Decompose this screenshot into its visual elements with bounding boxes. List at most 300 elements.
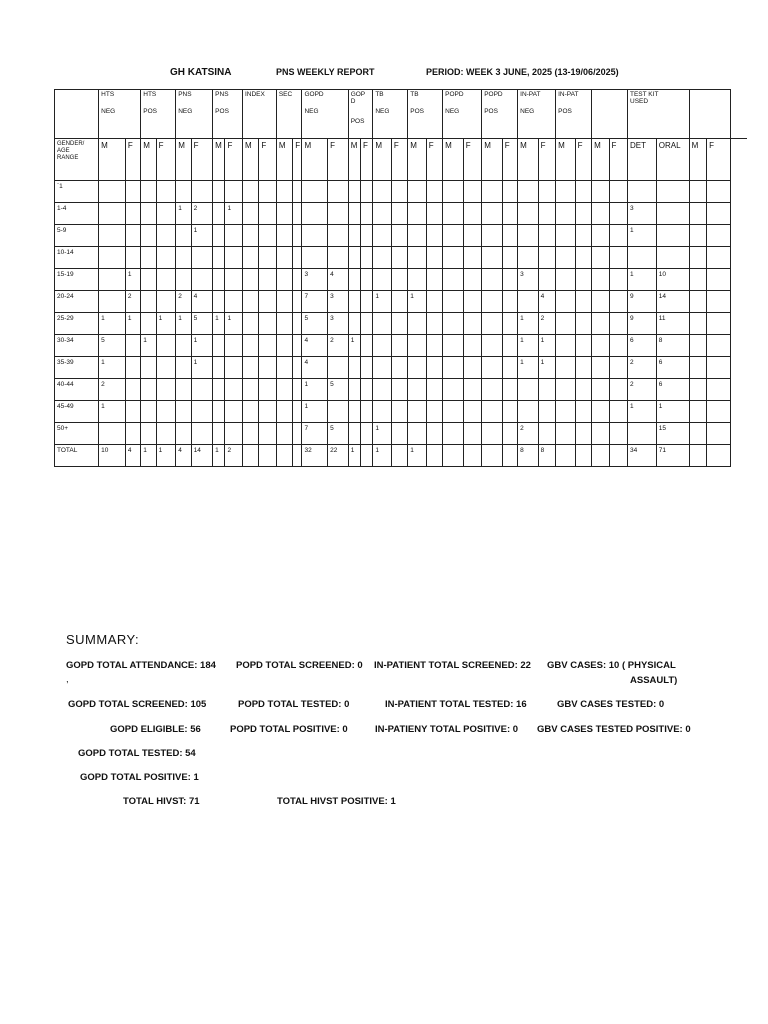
count-cell [99,291,126,313]
count-cell [156,357,176,379]
count-cell [575,401,591,423]
count-cell [502,181,517,203]
count-cell: 10 [99,445,126,467]
count-cell [592,203,609,225]
header-group-cell [99,90,141,139]
count-cell [592,335,609,357]
sex-column-header: F [191,139,213,181]
age-range-cell: 50+ [55,423,99,445]
count-cell: 1 [191,357,213,379]
header-group-sublabel: POS [350,117,365,125]
count-cell [361,357,373,379]
count-cell [156,291,176,313]
header-group-label: PNS [215,91,229,98]
gopd-eligible: GOPD ELIGIBLE: 56 [110,724,201,735]
count-cell [656,225,689,247]
count-cell: 1 [518,357,539,379]
count-cell [328,181,349,203]
count-cell [276,203,292,225]
count-cell [242,379,258,401]
count-cell [556,291,576,313]
count-cell [592,357,609,379]
count-cell [225,291,242,313]
count-cell: 11 [656,313,689,335]
count-cell [707,225,731,247]
count-cell [242,247,258,269]
count-cell: 2 [125,291,140,313]
sex-column-header: M [443,139,464,181]
count-cell [443,181,464,203]
header-group-sublabel: POS [484,108,498,116]
count-cell: 1 [191,225,213,247]
header-group-sublabel: NEG [375,108,390,116]
count-cell: 22 [328,445,349,467]
count-cell [408,247,426,269]
count-cell [575,445,591,467]
header-group-cell [689,90,730,139]
count-cell [628,181,657,203]
count-cell [373,247,391,269]
header-group-label: SEC [278,91,293,98]
count-cell [259,269,276,291]
age-range-cell: 35-39 [55,357,99,379]
header-group-sublabel: NEG [445,108,460,116]
table-row [55,313,731,335]
count-cell [259,401,276,423]
count-cell [575,357,591,379]
count-cell: 4 [328,269,349,291]
gopd-total-screened: GOPD TOTAL SCREENED: 105 [68,699,207,710]
count-cell [191,181,213,203]
count-cell [391,203,407,225]
count-cell: 1 [125,269,140,291]
count-cell [259,445,276,467]
count-cell [443,423,464,445]
sex-column-header: M [302,139,328,181]
count-cell [656,247,689,269]
count-cell [348,357,360,379]
count-cell: 9 [628,313,657,335]
count-cell: 1 [99,401,126,423]
header-group-cell [443,90,482,139]
count-cell [125,203,140,225]
count-cell [373,313,391,335]
table-edge-line [731,138,747,139]
count-cell [302,247,328,269]
count-cell [463,379,482,401]
count-cell [426,335,442,357]
count-cell [482,335,503,357]
count-cell [502,313,517,335]
count-cell [408,269,426,291]
count-cell: 1 [408,291,426,313]
count-cell [213,203,225,225]
count-cell [689,247,706,269]
popd-total-screened: POPD TOTAL SCREENED: 0 [236,660,363,671]
count-cell [443,291,464,313]
count-cell [391,335,407,357]
count-cell [443,247,464,269]
count-cell [502,225,517,247]
count-cell [408,225,426,247]
count-cell [518,291,539,313]
count-cell: 1 [628,225,657,247]
count-cell [628,423,657,445]
count-cell [426,423,442,445]
header-group-label: GOP D [350,91,366,106]
count-cell: 1 [99,357,126,379]
pns-weekly-report-table [54,89,731,467]
report-period: PERIOD: WEEK 3 JUNE, 2025 (13-19/06/2025) [426,67,619,77]
count-cell: 2 [99,379,126,401]
count-cell [176,225,191,247]
count-cell [293,401,302,423]
count-cell [538,423,555,445]
count-cell: 1 [373,423,391,445]
count-cell: 1 [628,269,657,291]
count-cell [656,181,689,203]
header-group-sublabel: NEG [520,108,535,116]
age-range-cell: TOTAL [55,445,99,467]
popd-total-tested: POPD TOTAL TESTED: 0 [238,699,350,710]
count-cell [609,269,627,291]
count-cell: 1 [156,445,176,467]
age-range-cell: 30-34 [55,335,99,357]
count-cell [99,269,126,291]
count-cell [213,357,225,379]
header-group-cell [141,90,176,139]
header-group-sublabel: NEG [178,108,193,116]
count-cell: 4 [302,335,328,357]
count-cell [575,225,591,247]
count-cell [242,445,258,467]
count-cell [426,269,442,291]
count-cell [276,335,292,357]
count-cell [348,379,360,401]
count-cell: 5 [99,335,126,357]
sex-column-header: M [176,139,191,181]
count-cell [575,423,591,445]
table-row [55,203,731,225]
count-cell [502,401,517,423]
count-cell: 1 [99,313,126,335]
count-cell [538,203,555,225]
count-cell [276,423,292,445]
count-cell [259,357,276,379]
count-cell: 1 [538,357,555,379]
count-cell [408,423,426,445]
count-cell [443,335,464,357]
count-cell [592,247,609,269]
count-cell [707,181,731,203]
count-cell [191,247,213,269]
header-group-cell [592,90,628,139]
count-cell [348,203,360,225]
count-cell [556,445,576,467]
count-cell [391,225,407,247]
header-group-label: POPD [445,91,464,98]
count-cell [482,247,503,269]
count-cell [689,379,706,401]
count-cell [656,203,689,225]
count-cell: 8 [518,445,539,467]
count-cell: 1 [213,313,225,335]
sex-column-header: M [141,139,156,181]
count-cell [707,247,731,269]
count-cell [99,181,126,203]
count-cell [609,203,627,225]
count-cell [556,357,576,379]
count-cell: 4 [538,291,555,313]
table-row [55,379,731,401]
count-cell [518,203,539,225]
count-cell: 6 [656,379,689,401]
count-cell: 15 [656,423,689,445]
count-cell [391,291,407,313]
header-group-cell [556,90,592,139]
count-cell [176,335,191,357]
count-cell [426,291,442,313]
count-cell: 2 [628,357,657,379]
header-group-sublabel: POS [410,108,424,116]
count-cell [391,445,407,467]
sex-column-header: F [293,139,302,181]
count-cell [482,291,503,313]
header-row [55,90,731,139]
table-row [55,335,731,357]
count-cell: 1 [225,203,242,225]
count-cell [156,379,176,401]
count-cell [502,379,517,401]
count-cell [191,269,213,291]
count-cell [242,203,258,225]
count-cell [538,181,555,203]
count-cell [592,225,609,247]
count-cell [426,313,442,335]
popd-total-positive: POPD TOTAL POSITIVE: 0 [230,724,348,735]
count-cell: 5 [191,313,213,335]
count-cell [502,423,517,445]
count-cell [373,401,391,423]
count-cell [242,181,258,203]
count-cell [463,291,482,313]
count-cell [556,423,576,445]
count-cell [408,357,426,379]
count-cell [538,379,555,401]
count-cell [482,401,503,423]
count-cell [518,379,539,401]
sex-column-header: ORAL [656,139,689,181]
count-cell [213,225,225,247]
count-cell [348,313,360,335]
count-cell [502,291,517,313]
sex-column-header: F [125,139,140,181]
count-cell [293,225,302,247]
count-cell [463,203,482,225]
count-cell [373,335,391,357]
count-cell [293,181,302,203]
count-cell [276,401,292,423]
count-cell [99,203,126,225]
count-cell: 3 [328,291,349,313]
count-cell [176,401,191,423]
header-group-label: POPD [484,91,503,98]
count-cell [707,291,731,313]
inpatient-total-screened: IN-PATIENT TOTAL SCREENED: 22 [374,660,531,671]
age-range-cell: 40-44 [55,379,99,401]
count-cell [348,423,360,445]
inpatient-total-tested: IN-PATIENT TOTAL TESTED: 16 [385,699,527,710]
count-cell [463,423,482,445]
count-cell [689,423,706,445]
count-cell [141,401,156,423]
count-cell [213,379,225,401]
count-cell [176,423,191,445]
header-group-cell [276,90,302,139]
count-cell [556,269,576,291]
count-cell [176,247,191,269]
count-cell [463,247,482,269]
count-cell [707,401,731,423]
gopd-total-attendance: GOPD TOTAL ATTENDANCE: 184 [66,660,216,671]
count-cell: 7 [302,423,328,445]
hospital-name: GH KATSINA [170,67,232,78]
count-cell [156,401,176,423]
count-cell [373,269,391,291]
count-cell [361,401,373,423]
count-cell [259,379,276,401]
count-cell [592,379,609,401]
count-cell [592,181,609,203]
count-cell [213,335,225,357]
count-cell [609,401,627,423]
table-row [55,357,731,379]
count-cell [242,401,258,423]
count-cell [348,269,360,291]
count-cell [443,313,464,335]
count-cell [156,225,176,247]
count-cell [482,357,503,379]
count-cell [361,291,373,313]
count-cell [502,269,517,291]
sex-column-header: F [361,139,373,181]
count-cell [609,291,627,313]
count-cell [502,247,517,269]
count-cell [276,291,292,313]
count-cell [502,203,517,225]
count-cell [259,313,276,335]
count-cell: 3 [518,269,539,291]
count-cell [575,269,591,291]
count-cell [518,247,539,269]
count-cell [373,203,391,225]
sex-column-header: F [707,139,731,181]
count-cell [293,313,302,335]
count-cell [609,423,627,445]
count-cell: 2 [191,203,213,225]
table-row [55,401,731,423]
header-group-cell [55,90,99,139]
count-cell [556,379,576,401]
count-cell: 14 [191,445,213,467]
count-cell [538,225,555,247]
count-cell [463,225,482,247]
count-cell [213,181,225,203]
count-cell: 10 [656,269,689,291]
gbv-cases-tested-positive: GBV CASES TESTED POSITIVE: 0 [537,724,691,735]
count-cell [689,181,706,203]
count-cell [361,313,373,335]
count-cell [502,445,517,467]
count-cell [373,225,391,247]
count-cell [707,313,731,335]
age-range-cell: 15-19 [55,269,99,291]
count-cell: 1 [141,445,156,467]
count-cell: 1 [191,335,213,357]
count-cell [609,181,627,203]
header-group-label: INDEX [244,91,265,98]
count-cell [592,445,609,467]
inpatieny-total-positive: IN-PATIENY TOTAL POSITIVE: 0 [375,724,519,735]
sex-column-header: M [592,139,609,181]
count-cell [373,379,391,401]
count-cell [191,423,213,445]
count-cell [391,357,407,379]
count-cell [176,269,191,291]
sex-column-header: M [518,139,539,181]
sex-column-header: M [408,139,426,181]
header-group-sublabel: POS [558,108,572,116]
count-cell: 1 [156,313,176,335]
count-cell [408,401,426,423]
count-cell [518,225,539,247]
sex-column-header: DET [628,139,657,181]
header-group-cell [518,90,556,139]
count-cell [463,181,482,203]
count-cell [259,291,276,313]
count-cell: 5 [328,423,349,445]
count-cell: 1 [348,335,360,357]
count-cell [707,269,731,291]
count-cell [482,181,503,203]
sex-column-header: F [391,139,407,181]
count-cell [242,335,258,357]
count-cell [293,269,302,291]
count-cell: 3 [328,313,349,335]
count-cell [125,423,140,445]
header-group-sublabel: POS [143,108,157,116]
count-cell: 34 [628,445,657,467]
count-cell [141,313,156,335]
total-row [55,445,731,467]
count-cell [328,401,349,423]
count-cell [575,247,591,269]
count-cell [293,379,302,401]
count-cell: 8 [538,445,555,467]
count-cell [391,423,407,445]
count-cell [538,247,555,269]
count-cell [575,379,591,401]
count-cell [242,423,258,445]
count-cell [141,247,156,269]
count-cell [482,423,503,445]
count-cell [556,225,576,247]
count-cell: 1 [225,313,242,335]
count-cell [426,445,442,467]
summary-heading: SUMMARY: [66,632,140,647]
count-cell [293,357,302,379]
count-cell [575,291,591,313]
